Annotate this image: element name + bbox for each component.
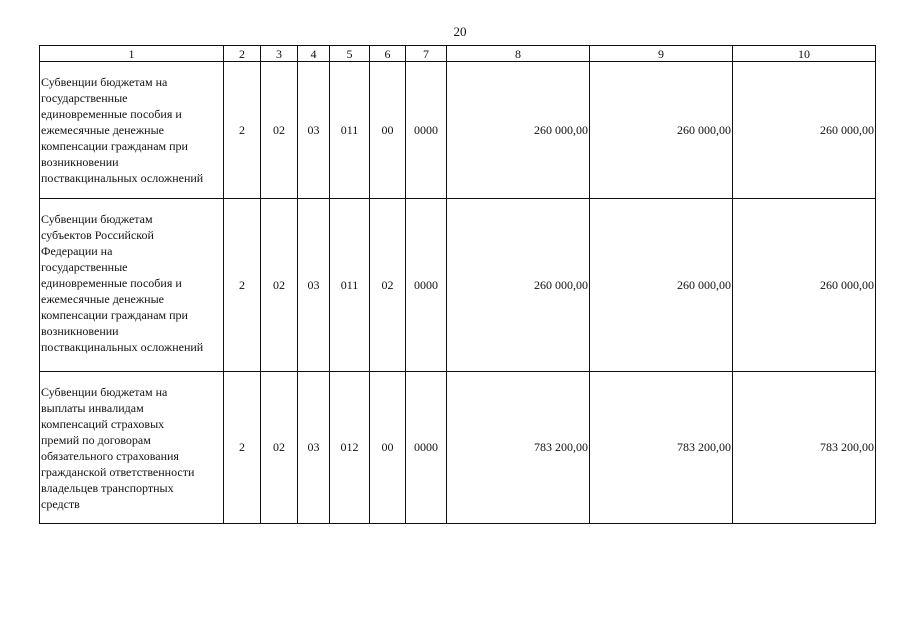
description-line: компенсации гражданам при [41, 308, 188, 322]
description-line: премий по договорам [41, 433, 151, 447]
description-line: государственные [41, 91, 128, 105]
description-line: возникновении [41, 324, 119, 338]
header-col-1: 1 [40, 46, 224, 62]
cell-col-4: 03 [298, 62, 330, 199]
header-col-2: 2 [224, 46, 261, 62]
cell-amount-col-9: 260 000,00 [590, 199, 733, 372]
header-col-9: 9 [590, 46, 733, 62]
description-line: государственные [41, 260, 128, 274]
header-col-7: 7 [406, 46, 447, 62]
description-line: ежемесячные денежные [41, 292, 164, 306]
cell-col-2: 2 [224, 372, 261, 524]
cell-col-7: 0000 [406, 199, 447, 372]
cell-col-6: 02 [370, 199, 406, 372]
cell-col-4: 03 [298, 372, 330, 524]
table-row [40, 62, 876, 199]
description-line: владельцев транспортных [41, 481, 174, 495]
cell-amount-col-9: 783 200,00 [590, 372, 733, 524]
description-line: единовременные пособия и [41, 276, 182, 290]
budget-table [39, 45, 876, 524]
header-col-6: 6 [370, 46, 406, 62]
description-line: обязательного страхования [41, 449, 179, 463]
header-row [40, 46, 876, 62]
description-line: компенсации гражданам при [41, 139, 188, 153]
cell-col-2: 2 [224, 62, 261, 199]
cell-col-7: 0000 [406, 372, 447, 524]
description-line: Субвенции бюджетам на [41, 385, 168, 399]
cell-col-7: 0000 [406, 62, 447, 199]
cell-col-5: 011 [330, 199, 370, 372]
cell-col-5: 011 [330, 62, 370, 199]
cell-col-3: 02 [261, 199, 298, 372]
row-description [40, 62, 224, 199]
header-col-10: 10 [733, 46, 876, 62]
cell-col-6: 00 [370, 372, 406, 524]
description-line: Субвенции бюджетам [41, 212, 153, 226]
header-col-5: 5 [330, 46, 370, 62]
description-line: гражданской ответственности [41, 465, 195, 479]
header-col-4: 4 [298, 46, 330, 62]
cell-col-3: 02 [261, 62, 298, 199]
cell-col-4: 03 [298, 199, 330, 372]
description-line: ежемесячные денежные [41, 123, 164, 137]
description-line: поствакцинальных осложнений [41, 171, 204, 185]
header-col-8: 8 [447, 46, 590, 62]
cell-col-5: 012 [330, 372, 370, 524]
description-line: единовременные пособия и [41, 107, 182, 121]
cell-col-2: 2 [224, 199, 261, 372]
cell-amount-col-8: 260 000,00 [447, 199, 590, 372]
table-row [40, 199, 876, 372]
cell-col-3: 02 [261, 372, 298, 524]
cell-amount-col-8: 260 000,00 [447, 62, 590, 199]
description-line: выплаты инвалидам [41, 401, 144, 415]
header-col-3: 3 [261, 46, 298, 62]
description-line: компенсаций страховых [41, 417, 165, 431]
table-row [40, 372, 876, 524]
cell-amount-col-9: 260 000,00 [590, 62, 733, 199]
cell-amount-col-8: 783 200,00 [447, 372, 590, 524]
description-line: субъектов Российской [41, 228, 154, 242]
row-description [40, 199, 224, 372]
description-line: возникновении [41, 155, 119, 169]
cell-col-6: 00 [370, 62, 406, 199]
cell-amount-col-10: 260 000,00 [733, 62, 876, 199]
description-line: Субвенции бюджетам на [41, 75, 168, 89]
description-line: поствакцинальных осложнений [41, 340, 204, 354]
description-line: средств [41, 497, 80, 511]
cell-amount-col-10: 783 200,00 [733, 372, 876, 524]
cell-amount-col-10: 260 000,00 [733, 199, 876, 372]
page-number: 20 [453, 24, 467, 39]
description-line: Федерации на [41, 244, 113, 258]
row-description [40, 372, 224, 524]
